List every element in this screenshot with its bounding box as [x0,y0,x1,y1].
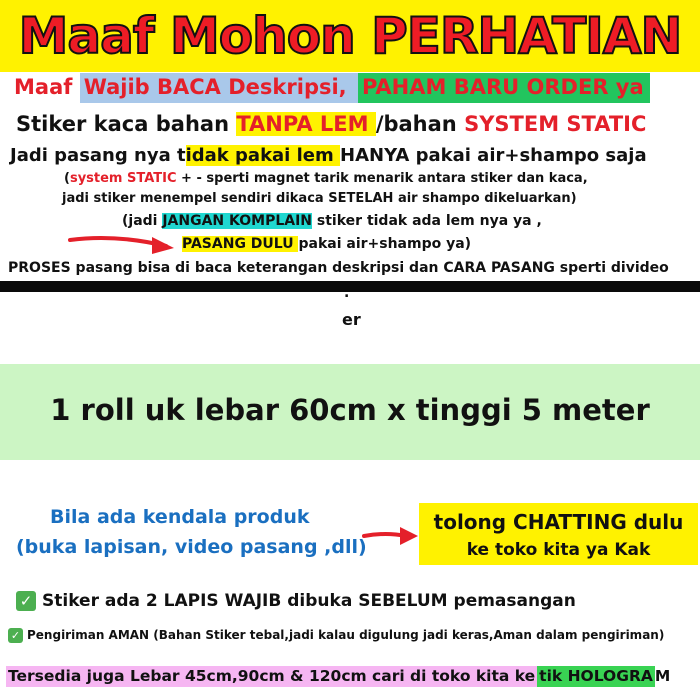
note-item [16,591,576,611]
bottom-line [6,667,670,685]
note-text: Pengiriman AMAN (Bahan Stiker tebal,jadi kalau digulung jadi keras,Aman dalam pengiriman) [27,628,665,642]
notice-line-5: jadi stiker menempel sendiri dikaca SETELAH air shampo dikeluarkan) [62,191,577,206]
notice-line-4-c: + - sperti magnet tarik menarik antara stiker dan kaca, [176,171,588,186]
notice-line-4-a: ( [64,171,70,186]
check-icon: ✓ [8,628,23,643]
notice-line-6-c: stiker tidak ada lem nya ya , [312,213,542,229]
notice-line-7 [182,236,471,252]
dot-mark: . [344,285,350,301]
bottom-line-a: Tersedia juga Lebar 45cm,90cm & 120cm cari di toko kita ke [8,667,536,685]
kendala-line-2: (buka lapisan, video pasang ,dll) [16,536,367,558]
notice-line-2-d: SYSTEM STATIC [464,112,647,136]
red-arrow-icon [362,524,420,548]
notice-line-4 [64,171,588,186]
notice-line-8: PROSES pasang bisa di baca keterangan deskripsi dan CARA PASANG sperti divideo [8,260,669,276]
notice-line-6-b: JANGAN KOMPLAIN [162,213,313,229]
notice-line-2-c: /bahan [375,112,465,136]
kendala-line-1: Bila ada kendala produk [50,506,310,528]
notice-line-6-a: (jadi [122,213,163,229]
check-icon: ✓ [16,591,36,611]
notice-line-7-a: PASANG DULU [182,236,299,252]
bottom-line-c: M [654,667,671,685]
note-item [8,628,664,643]
notice-line-2-a: Stiker kaca bahan [16,112,237,136]
notice-line-2 [16,112,646,136]
chat-line-2: ke toko kita ya Kak [466,540,651,560]
notice-line-1 [14,75,650,99]
size-text: 1 roll uk lebar 60cm x tinggi 5 meter [50,393,650,427]
notice-line-4-b: system STATIC [69,171,177,186]
bottom-line-b: tik HOLOGRA [539,667,653,685]
notice-line-3 [10,145,647,166]
notice-line-7-b: pakai air+shampo ya) [298,236,472,252]
red-arrow-icon [66,230,178,256]
notice-line-1-a: Maaf [14,75,80,99]
note-text: Stiker ada 2 LAPIS WAJIB dibuka SEBELUM pemasangan [42,591,576,611]
chat-line-1: tolong CHATTING dulu [433,510,684,534]
notice-line-3-a: Jadi pasang nya t [10,145,186,166]
notice-line-3-b: idak pakai lem [185,145,341,166]
notice-line-6 [122,213,542,229]
divider-bar [0,281,700,292]
notice-line-3-c: HANYA pakai air+shampo saja [340,145,647,166]
page-title: Maaf Mohon PERHATIAN [18,7,682,65]
notice-line-1-b: Wajib BACA Deskripsi, [80,73,358,103]
er-text: er [342,310,361,329]
notice-line-2-b: TANPA LEM [236,112,376,136]
notice-line-1-c: PAHAM BARU ORDER ya [358,73,650,103]
